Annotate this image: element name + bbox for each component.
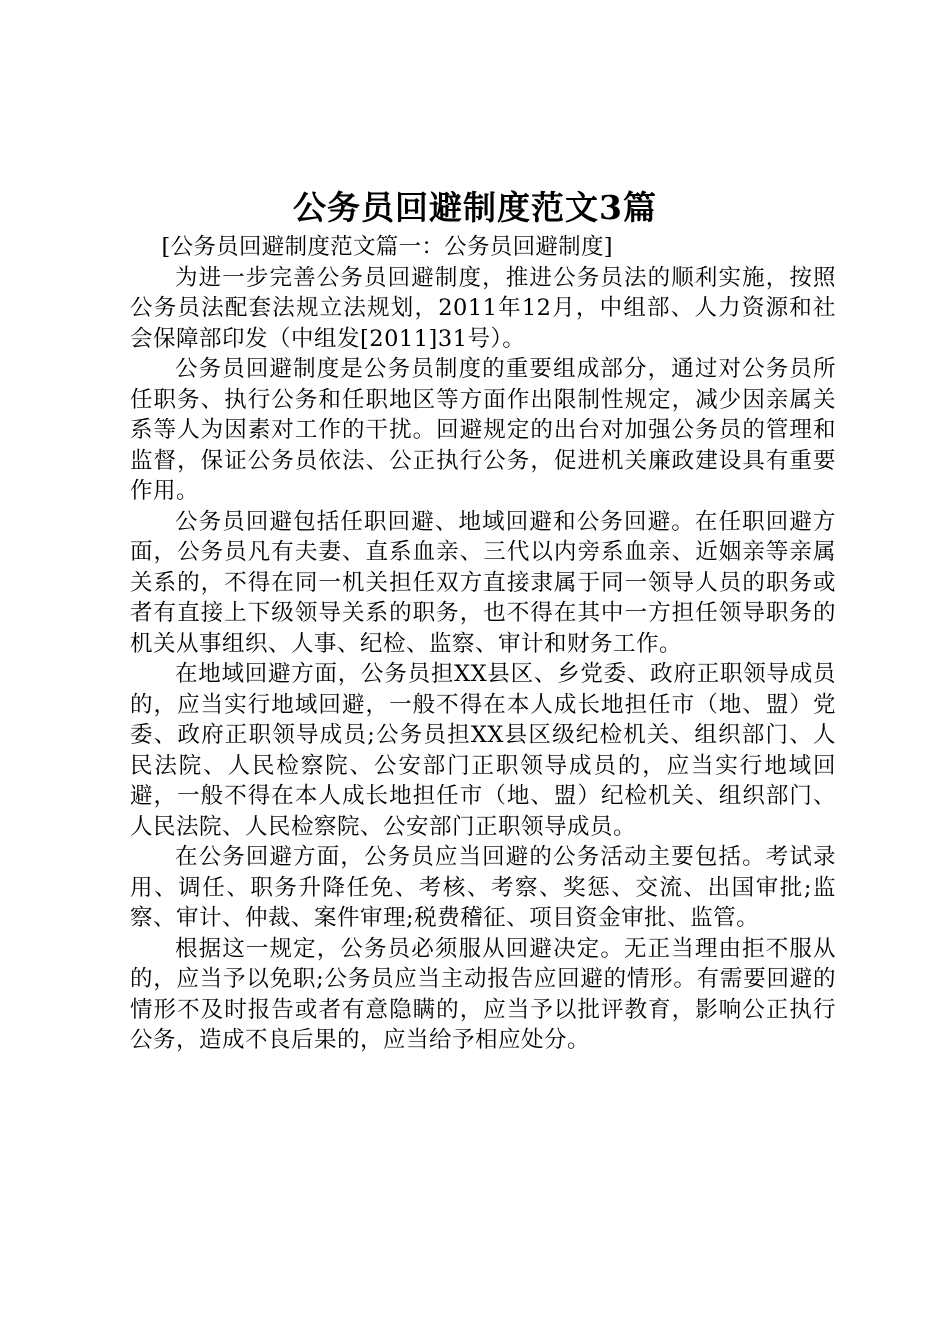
paragraph: 公务员回避包括任职回避、地域回避和公务回避。在任职回避方面，公务员凡有夫妻、直系血亲、三代以内旁系血亲、近姻亲等亲属关系的，不得在同一机关担任双方直接隶属于同一领导人员的职务或者有直接上下级领导关系的职务，也不得在其中一方担任领导职务的机关从事组织、人事、纪检、监察、审计和财务工作。 [130,508,836,657]
paragraph: 在地域回避方面，公务员担XX县区、乡党委、政府正职领导成员的，应当实行地域回避，一般不得在本人成长地担任市（地、盟）党委、政府正职领导成员;公务员担XX县区级纪检机关、组织部门、人民法院、人民检察院、公安部门正职领导成员的，应当实行地域回避，一般不得在本人成长地担任市（地、盟）纪检机关、组织部门、人民法院、人民检察院、公安部门正职领导成员。 [130,661,836,840]
paragraph: 根据这一规定，公务员必须服从回避决定。无正当理由拒不服从的，应当予以免职;公务员应当主动报告应回避的情形。有需要回避的情形不及时报告或者有意隐瞒的，应当予以批评教育，影响公正执行公务，造成不良后果的，应当给予相应处分。 [130,935,836,1053]
paragraph: 为进一步完善公务员回避制度，推进公务员法的顺利实施，按照公务员法配套法规立法规划，2011年12月，中组部、人力资源和社会保障部印发（中组发[2011]31号）。 [130,264,836,352]
document-body [130,232,836,1056]
paragraph: 在公务回避方面，公务员应当回避的公务活动主要包括。考试录用、调任、职务升降任免、考核、考察、奖惩、交流、出国审批;监察、审计、仲裁、案件审理;税费稽征、项目资金审批、监管。 [130,844,836,931]
document-title: 公务员回避制度范文3篇 [293,188,657,227]
section-heading: [公务员回避制度范文篇一：公务员回避制度] [161,234,613,260]
paragraph: 公务员回避制度是公务员制度的重要组成部分，通过对公务员所任职务、执行公务和任职地区等方面作出限制性规定，减少因亲属关系等人为因素对工作的干扰。回避规定的出台对加强公务员的管理和监督，保证公务员依法、公正执行公务，促进机关廉政建设具有重要作用。 [130,356,836,504]
